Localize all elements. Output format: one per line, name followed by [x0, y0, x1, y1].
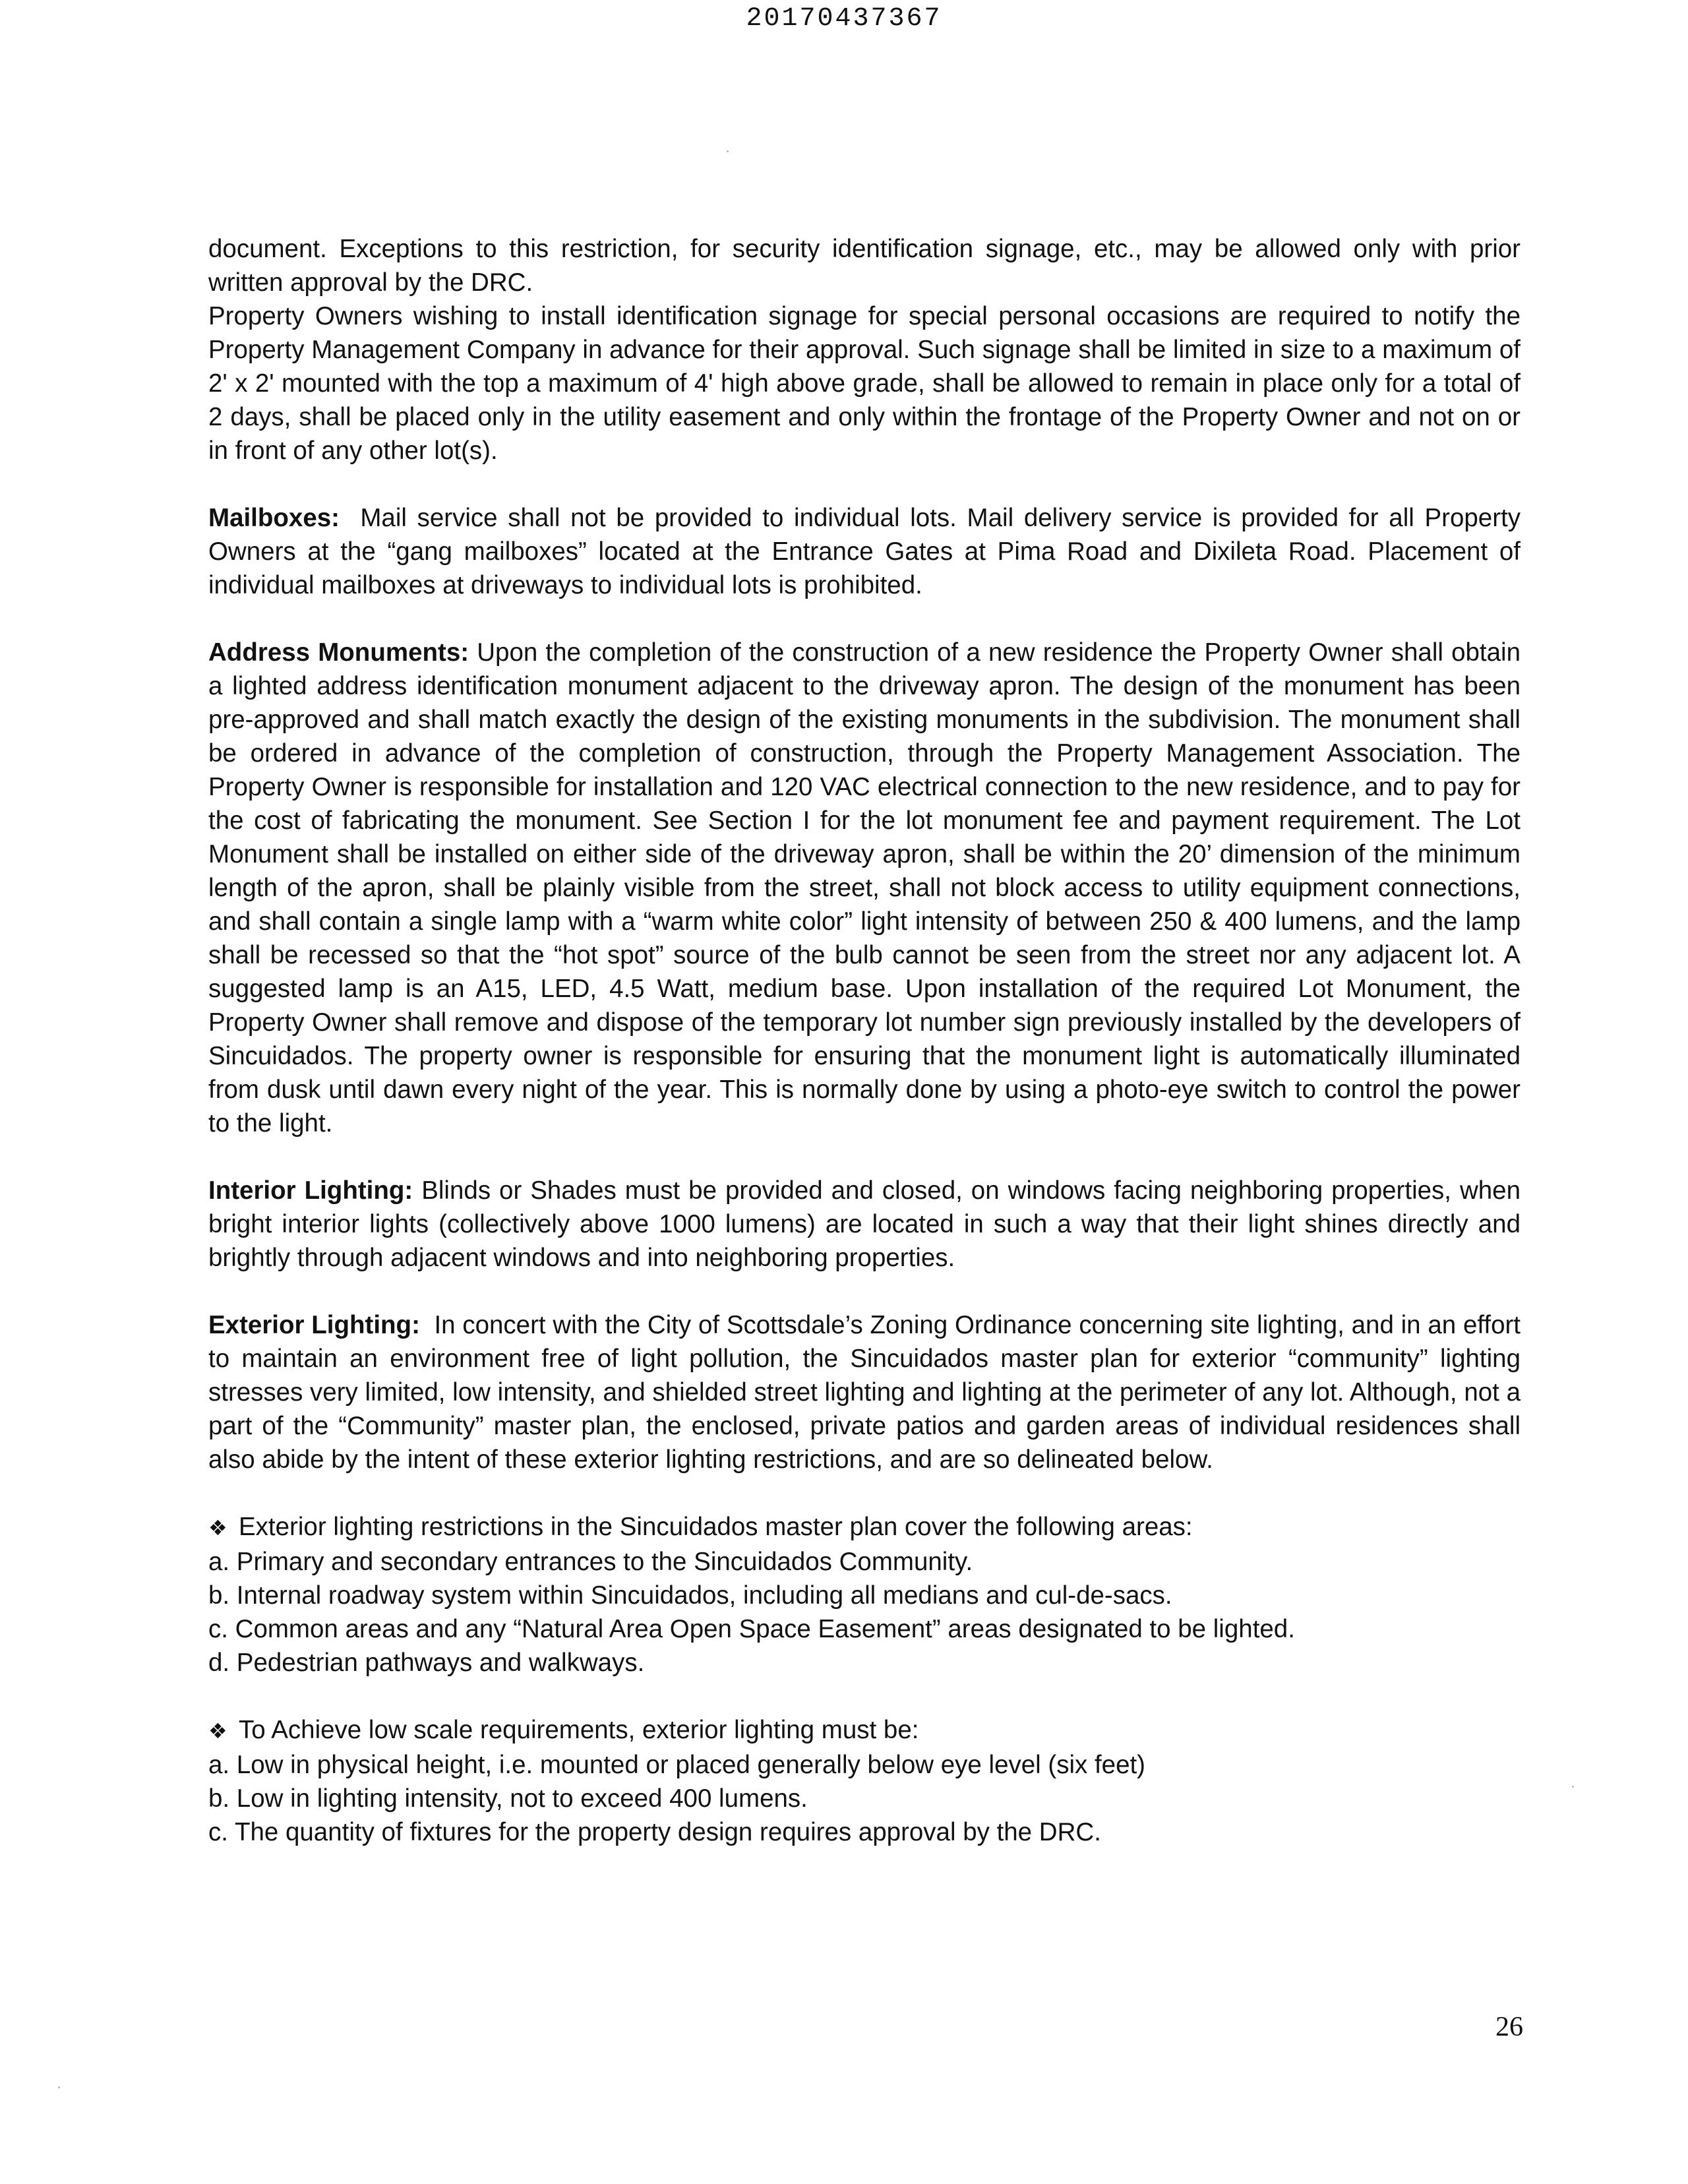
lighting-requirements-intro	[208, 1713, 1521, 1748]
scan-speck	[727, 150, 729, 152]
exterior-lighting-heading: Exterior Lighting:	[208, 1311, 420, 1339]
document-number: 20170437367	[746, 4, 942, 34]
paragraph-spacer	[208, 1476, 1521, 1510]
diamond-bullet-icon: ❖	[208, 1718, 227, 1744]
intro-paragraph-2: Property Owners wishing to install identification signage for special personal occasions are required to notify the Property Management Company in advance for their approval. Such signage shall be limited in size to a maximum of 2' x 2' mounted with the top a maximum of 4' high above grade, shall be allowed to remain in place only for a total of 2 days, shall be placed only in the utility easement and only within the frontage of the Property Owner and not on or in front of any other lot(s).	[208, 302, 1521, 465]
mailboxes-heading: Mailboxes:	[208, 504, 340, 532]
scan-speck	[1572, 1786, 1574, 1788]
page-number: 26	[1495, 2012, 1523, 2042]
list-item: b. Low in lighting intensity, not to exceed 400 lumens.	[208, 1784, 808, 1813]
paragraph-spacer	[208, 602, 1521, 636]
address-monuments-paragraph	[208, 636, 1521, 1140]
lighting-areas-intro-text: Exterior lighting restrictions in the Sincuidados master plan cover the following areas:	[239, 1513, 1193, 1541]
exterior-lighting-text: In concert with the City of Scottsdale’s Zoning Ordinance concerning site lighting, and in an effort to maintain an environment free of light pollution, the Sincuidados master plan for exterior “community” lighting stresses very limited, low intensity, and shielded street lighting and lighting at the perimeter of any lot. Although, not a part of the “Community” master plan, the enclosed, private patios and garden areas of individual residences shall also abide by the intent of these exterior lighting restrictions, and are so delineated below.	[208, 1311, 1521, 1474]
paragraph-spacer	[208, 468, 1521, 501]
mailboxes-paragraph	[208, 501, 1521, 602]
lighting-areas-list	[208, 1510, 1521, 1680]
intro-paragraph-1: document. Exceptions to this restriction, for security identification signage, etc., may be allowed only with prior written approval by the DRC.	[208, 235, 1521, 297]
mailboxes-text: Mail service shall not be provided to individual lots. Mail delivery service is provided for all Property Owners at the “gang mailboxes” located at the Entrance Gates at Pima Road and Dixileta Road. Placement of individual mailboxes at driveways to individual lots is prohibited.	[208, 504, 1521, 599]
lighting-areas-intro	[208, 1510, 1521, 1545]
interior-lighting-text: Blinds or Shades must be provided and closed, on windows facing neighboring properties, when bright interior lights (collectively above 1000 lumens) are located in such a way that their light shines directly and brightly through adjacent windows and into neighboring properties.	[208, 1176, 1521, 1272]
list-item: b. Internal roadway system within Sincuidados, including all medians and cul-de-sacs.	[208, 1581, 1172, 1610]
paragraph-spacer	[208, 1680, 1521, 1713]
list-item: c. Common areas and any “Natural Area Open Space Easement” areas designated to be lighted.	[208, 1615, 1295, 1643]
scan-speck	[58, 2086, 60, 2088]
lighting-requirements-list	[208, 1713, 1521, 1849]
paragraph-spacer	[208, 1275, 1521, 1308]
address-monuments-text: Upon the completion of the construction of a new residence the Property Owner shall obtain a lighted address identification monument adjacent to the driveway apron. The design of the monument has been pre-approved and shall match exactly the design of the existing monuments in the subdivision. The monument shall be ordered in advance of the completion of construction, through the Property Management Association. The Property Owner is responsible for installation and 120 VAC electrical connection to the new residence, and to pay for the cost of fabricating the monument. See Section I for the lot monument fee and payment requirement. The Lot Monument shall be installed on either side of the driveway apron, shall be within the 20’ dimension of the minimum length of the apron, shall be plainly visible from the street, shall not block access to utility equipment connections, and shall contain a single lamp with a “warm white color” light intensity of between 250 & 400 lumens, and the lamp shall be recessed so that the “hot spot” source of the bulb cannot be seen from the street nor any adjacent lot. A suggested lamp is an A15, LED, 4.5 Watt, medium base. Upon installation of the required Lot Monument, the Property Owner shall remove and dispose of the temporary lot number sign previously installed by the developers of Sincuidados. The property owner is responsible for ensuring that the monument light is automatically illuminated from dusk until dawn every night of the year. This is normally done by using a photo-eye switch to control the power to the light.	[208, 638, 1521, 1138]
exterior-lighting-paragraph	[208, 1308, 1521, 1476]
interior-lighting-heading: Interior Lighting:	[208, 1176, 413, 1205]
list-item: a. Low in physical height, i.e. mounted or placed generally below eye level (six feet)	[208, 1751, 1146, 1779]
page-body	[208, 232, 1521, 1849]
address-monuments-heading: Address Monuments:	[208, 638, 469, 667]
list-item: c. The quantity of fixtures for the property design requires approval by the DRC.	[208, 1818, 1101, 1846]
list-item: a. Primary and secondary entrances to the Sincuidados Community.	[208, 1548, 973, 1576]
lighting-requirements-intro-text: To Achieve low scale requirements, exterior lighting must be:	[239, 1716, 919, 1744]
interior-lighting-paragraph	[208, 1174, 1521, 1275]
paragraph-spacer	[208, 1140, 1521, 1174]
list-item: d. Pedestrian pathways and walkways.	[208, 1649, 645, 1677]
diamond-bullet-icon: ❖	[208, 1515, 227, 1540]
